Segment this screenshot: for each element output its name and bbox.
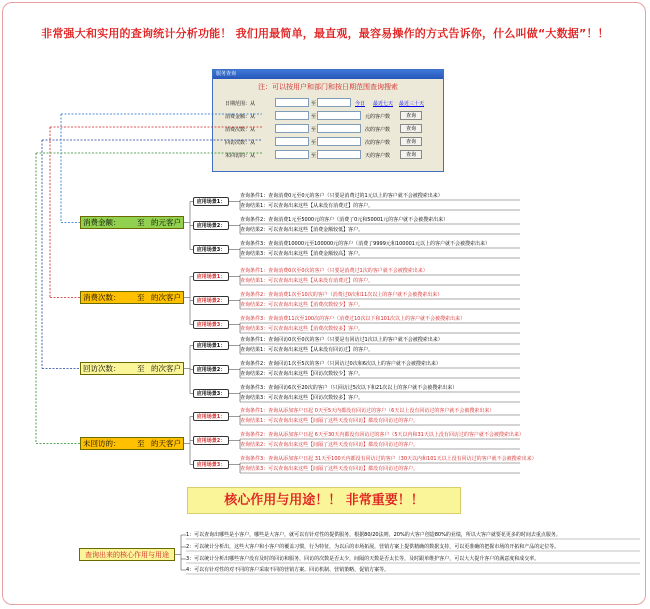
- scenario-line: 查询结果2：可以查询出来这些【间隔了这些天没有回访】都没有回访过的客户。: [240, 442, 419, 448]
- scenario-node: 应用场景2：: [193, 221, 229, 230]
- page-title: 非常强大和实用的查询统计分析功能！ 我们用最简单，最直观，最容易操作的方式告诉你，什么叫做“大数据”！！: [41, 27, 609, 40]
- scenario-line: 查询条件3：查询从添加客户日起 31天至100天内都没有回访过的客户（30天以内和101天以上没有回访过的客户就不会被搜索出来）: [240, 456, 537, 462]
- scenario-line: 查询条件1：查询消费0次至0次的客户（只要是消费过1次的客户就不会被搜索出来）: [240, 268, 428, 274]
- scenario-line: 查询结果1：可以查询出来这些【从来没有回访过】的客户。: [240, 347, 374, 353]
- scenario-node: 应用场景3：: [193, 460, 229, 469]
- category-label: 消费次数：: [83, 293, 121, 302]
- scenario-node: 应用场景1：: [193, 341, 229, 350]
- novisit-unit: 天的客户数: [365, 153, 391, 159]
- dialog-title: 服务查询: [213, 70, 443, 79]
- scenario-line: 查询条件2：查询消费1次至10次的客户（消费过0次和11次以上的客户就不会被搜索出来）: [240, 292, 443, 298]
- scenario-node: 应用场景3：: [193, 245, 229, 254]
- amount-query-button[interactable]: 查询: [400, 111, 422, 120]
- scenario-line: 查询条件1：查询回访0次至0次的客户（只要是有回访过1次以上的客户就不会被搜索出来）: [240, 337, 443, 343]
- scenario-line: 查询结果1：可以查询出来这些【间隔了这些天没有回访】都没有回访过的客户。: [240, 418, 419, 424]
- category-to: 至: [137, 364, 145, 373]
- amount-unit: 元的客户数: [365, 114, 391, 120]
- amount-to-label: 至: [311, 114, 317, 120]
- category-to: 至: [137, 439, 145, 448]
- scenario-line: 查询结果2：可以查询出来这些【消费次数较少】客户。: [240, 302, 364, 308]
- scenario-node: 应用场景2：: [193, 296, 229, 305]
- scenario-line: 查询结果2：可以查询出来这些【消费金额较低】客户。: [240, 227, 364, 233]
- scenario-line: 查询条件2：查询回访1次至5次的客户（只回访过0次和6次以上的客户就不会被搜索出来）: [240, 361, 441, 367]
- scenario-node: 应用场景1：: [193, 272, 229, 281]
- category-to: 至: [137, 293, 145, 302]
- scenario-node: 应用场景2：: [193, 436, 229, 445]
- core-node: 查询出来的核心作用与用途: [79, 548, 175, 561]
- scenario-line: 查询条件3：查询消费11次至100次的客户（消费过10次以下和101次以上的客户就不会被搜索出来）: [240, 316, 465, 322]
- scenario-line: 查询条件2：查询从添加客户日起 6天至30天内都没有回访过的客户（5天以内和31天以上没有回访过的客户就不会被搜索出来）: [240, 432, 524, 438]
- link-today[interactable]: 今日: [355, 101, 366, 107]
- core-item: 3：可以统计分析出哪些客户没有及时的回访和服务，回访的次数是否太少，间隔的天数是否太长等，及时跟单维护客户，可以大大提升客户的满意度和成交率。: [186, 556, 540, 562]
- scenario-node: 应用场景1：: [193, 412, 229, 421]
- category-label: 消费金额：: [83, 218, 121, 227]
- category-to: 至: [137, 218, 145, 227]
- core-item: 4：可以有针对性的对不同的客户采取不同的营销方案、回访机制、营销策略、促销方案等。: [186, 567, 390, 573]
- link-last-30-days[interactable]: 最近三十天: [399, 101, 425, 107]
- link-last-7-days[interactable]: 最近七天: [373, 101, 394, 107]
- scenario-line: 查询条件3：查询回访6次至20次的客户（只回访过5次以下和21次以上的客户就不会被搜索出来）: [240, 385, 458, 391]
- scenario-line: 查询结果3：可以查询出来这些【回访次数较多】客户。: [240, 395, 364, 401]
- scenario-line: 查询条件1：查询从添加客户日起 0天至5天内都没有回访过的客户（6天以上没有回访过的客户就不会被搜索出来）: [240, 408, 495, 414]
- count-to-label: 至: [311, 127, 317, 133]
- category-node: [80, 216, 184, 229]
- amount-label: 消费金额：从: [225, 114, 256, 120]
- count-label: 消费次数：从: [225, 127, 256, 133]
- category-node: [80, 362, 184, 375]
- scenario-line: 查询结果2：可以查询出来这些【回访次数较少】客户。: [240, 371, 364, 377]
- visit-label: 回访次数：从: [225, 140, 256, 146]
- count-query-button[interactable]: 查询: [400, 124, 422, 133]
- category-label: 未回访的：: [83, 439, 121, 448]
- novisit-query-button[interactable]: 查询: [400, 150, 422, 159]
- category-unit: 的天客户: [151, 439, 181, 448]
- scenario-node: 应用场景1：: [193, 197, 229, 206]
- category-unit: 的元客户: [151, 218, 181, 227]
- novisit-to-label: 至: [311, 153, 317, 159]
- category-node: [80, 437, 184, 450]
- dialog-note: 注：可以按用户和部门和按日期范围查询搜索: [258, 83, 398, 91]
- scenario-line: 查询结果1：可以查询出来这些【从来没有消费过】的客户。: [240, 278, 374, 284]
- category-node: [80, 291, 184, 304]
- category-unit: 的次客户: [151, 293, 181, 302]
- scenario-line: 查询条件3：查询消费10000元至100000元的客户（消费了9999元和100001元以上的客户就不会被搜索出来）: [240, 241, 490, 247]
- scenario-line: 查询条件1：查询消费0元至0元的客户（只要是消费过的1元以上的客户就不会被搜索出来）: [240, 193, 443, 199]
- scenario-line: 查询结果3：可以查询出来这些【消费次数较多】客户。: [240, 326, 364, 332]
- scenario-node: 应用场景3：: [193, 320, 229, 329]
- scenario-line: 查询结果3：可以查询出来这些【消费金额较高】客户。: [240, 251, 364, 257]
- visit-unit: 次的客户数: [365, 140, 391, 146]
- scenario-line: 查询条件2：查询消费1元至5000元的客户（消费了0元和50001元的客户就不会被搜索出来）: [240, 217, 449, 223]
- scenario-line: 查询结果3：可以查询出来这些【间隔了这些天没有回访】都没有回访过的客户。: [240, 466, 419, 472]
- date-range-label: 日期范围：从: [225, 101, 256, 107]
- category-label: 回访次数：: [83, 364, 121, 373]
- scenario-node: 应用场景2：: [193, 365, 229, 374]
- core-item: 2：可以统计分析出，这些大客户和小客户的覆盖习惯，行为特征，为以后的市场拓展，营销方案上提供精确的数据支持，可以更准确的把握市场的开拓和产品的定位等。: [186, 544, 560, 550]
- core-banner: 核心作用与用途！！ 非常重要！！: [187, 487, 461, 514]
- visit-query-button[interactable]: 查询: [400, 137, 422, 146]
- category-unit: 的次客户: [151, 364, 181, 373]
- scenario-node: 应用场景3：: [193, 389, 229, 398]
- scenario-line: 查询结果1：可以查询出来这些【从来没有消费过】的客户。: [240, 203, 374, 209]
- core-item: 1：可以查询出哪些是小客户，哪些是大客户，就可以有针对性的提供服务，根据80/20法则，20%的大客户创造80%的业绩，所以大客户就要花更多的时间去重点服务。: [186, 532, 561, 538]
- date-to-label: 至: [311, 101, 317, 107]
- novisit-label: 未回访的：从: [225, 153, 256, 159]
- visit-to-label: 至: [311, 140, 317, 146]
- count-unit: 次的客户数: [365, 127, 391, 133]
